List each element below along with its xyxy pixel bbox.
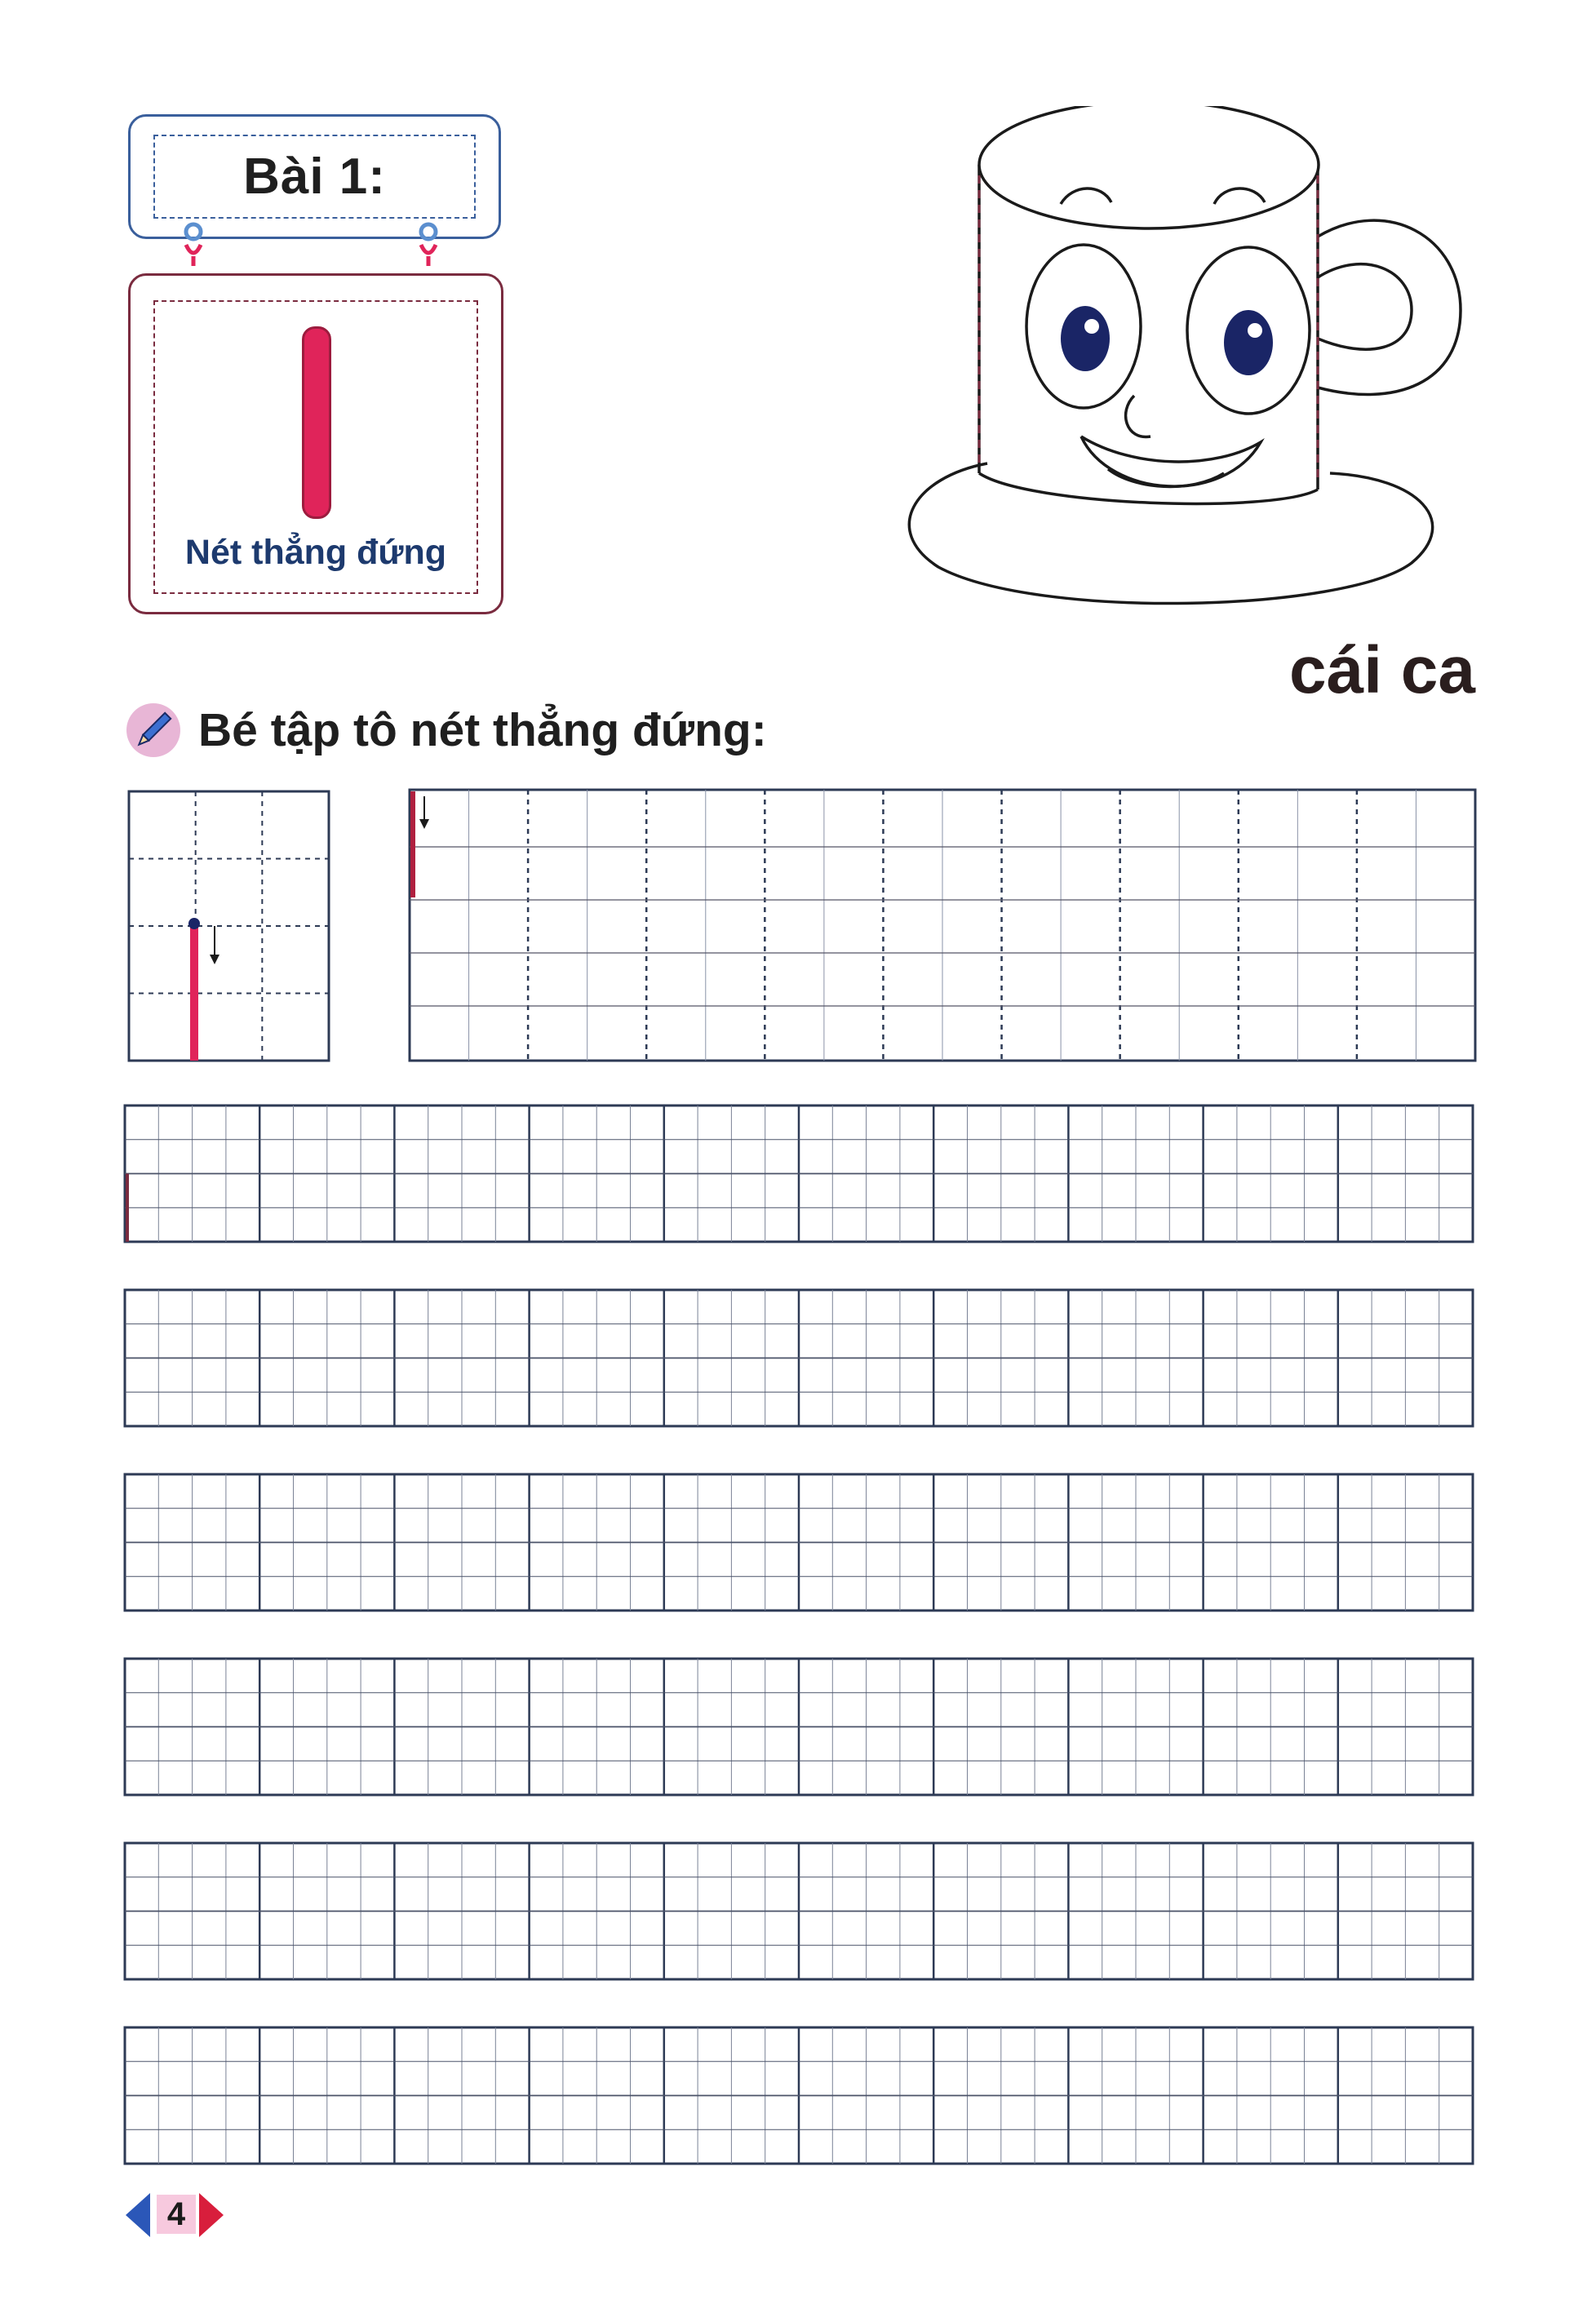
smiling-mug-icon [889,106,1493,620]
stroke-name: Nét thẳng đứng [184,533,447,572]
example-stroke [190,922,198,1061]
start-dot [188,918,200,929]
stroke-card [128,273,503,614]
practice-row-grid [125,1474,1473,1611]
lesson-title: Bài 1: [243,148,386,205]
word-label: cái ca [1289,633,1475,707]
practice-row-grid [125,1843,1473,1979]
pencil-icon [126,703,180,757]
practice-row-grid [125,1290,1473,1426]
practice-grid-top [410,790,1475,1061]
page-number: 4 [157,2195,196,2234]
page-number-badge [122,2187,227,2244]
trace-stroke [126,1174,129,1243]
direction-arrow-icon [419,819,429,829]
practice-row-grid [125,2027,1473,2164]
binder-ring-icon [415,220,442,266]
instruction-row [126,702,767,759]
practice-row-grid [125,1659,1473,1795]
binder-ring-icon [180,220,207,266]
instruction-text: Bé tập tô nét thẳng đứng: [198,704,767,756]
vertical-stroke-sample [302,326,331,519]
direction-arrow-icon [210,955,219,964]
practice-row-grid [125,1105,1473,1242]
example-grid [129,791,329,1061]
trace-stroke [410,791,415,897]
